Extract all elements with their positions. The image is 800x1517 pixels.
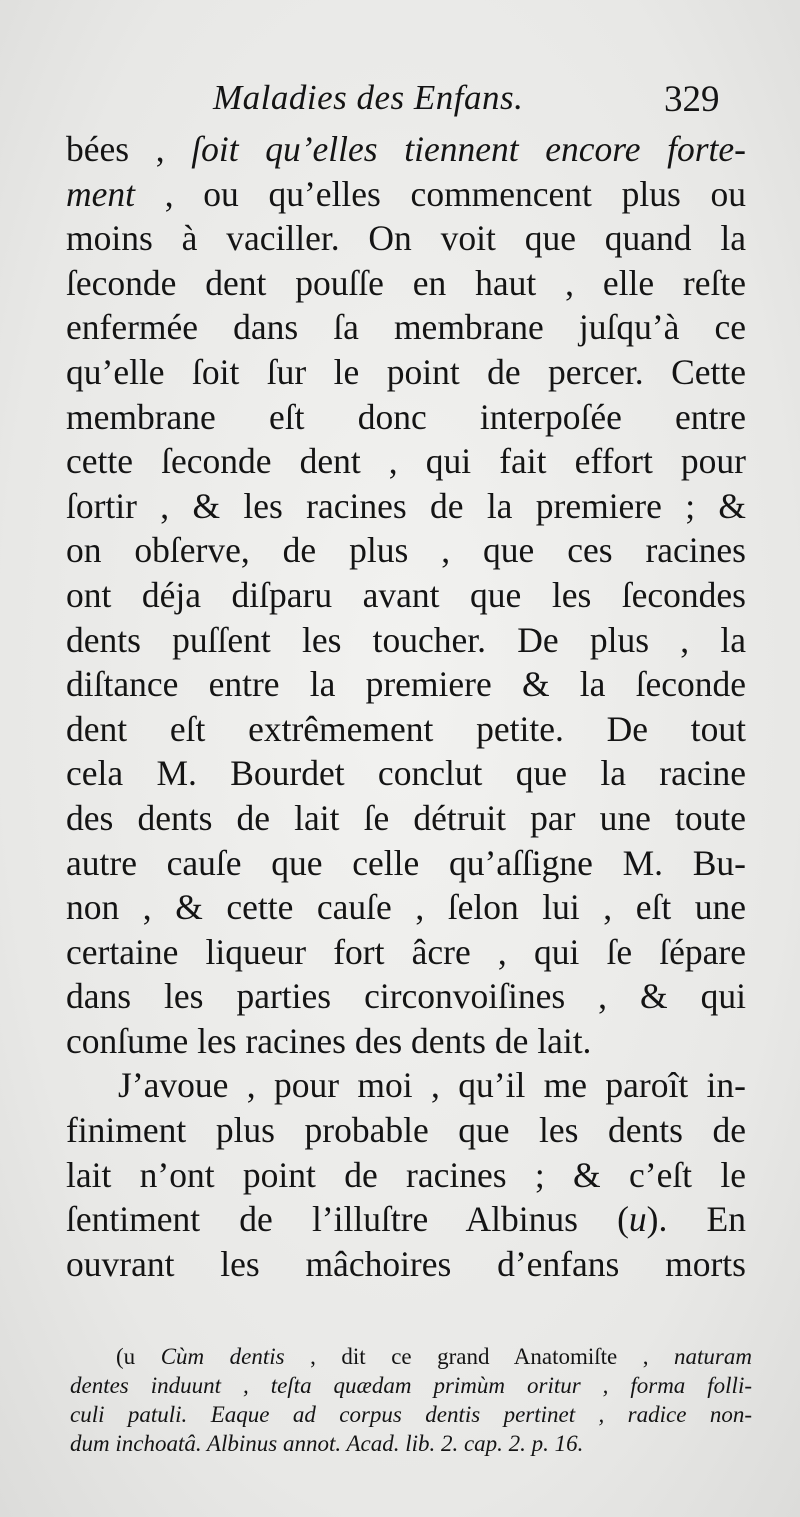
italic-text: Cùm dentis [160,1344,285,1369]
italic-text: ment [66,173,136,214]
footnote-line [70,1400,752,1429]
footnote-line [70,1371,752,1400]
body-text [66,127,746,1286]
italic-text: ſoit qu’elles tiennent encore forte- [191,129,746,169]
text-line [66,1153,746,1198]
text-segment: ). En [646,1199,746,1240]
text-segment: lait n’ont point de racines ; & c’eſt le [66,1154,746,1195]
text-segment: ſortir , & les racines de la premiere ; & [66,485,746,526]
text-line [66,751,746,796]
text-line [66,796,746,841]
text-line [66,885,746,930]
italic-text: dum inchoatâ. Albinus annot. Acad. lib. 2. cap. 2. p. 16. [70,1431,584,1456]
text-segment: autre cauſe que celle qu’aſſigne M. Bu- [66,842,746,883]
text-segment: certaine liqueur fort âcre , qui ſe ſépare [66,931,746,972]
text-line [66,841,746,886]
text-segment: des dents de lait ſe détruit par une toute [66,797,746,838]
text-segment: J’avoue , pour moi , qu’il me paroît in- [118,1065,746,1106]
text-segment: qu’elle ſoit ſur le point de percer. Cette [66,351,746,392]
text-line [66,1242,746,1287]
text-line [66,1108,746,1153]
text-line [66,662,746,707]
text-line [66,395,746,440]
page-header [0,78,800,128]
italic-text: u [628,1199,647,1240]
italic-text: naturam [674,1344,752,1369]
text-segment: non , & cette cauſe , ſelon lui , eſt une [66,887,746,928]
text-segment: ouvrant les mâchoires d’enfans morts [66,1243,746,1284]
text-line [66,930,746,975]
text-segment: dents puſſent les toucher. De plus , la [66,619,746,660]
text-segment: finiment plus probable que les dents de [66,1110,746,1151]
text-line [66,1019,746,1064]
text-segment: ont déja diſparu avant que les ſecondes [66,574,746,615]
text-segment: dans les parties circonvoiſines , & qui [66,976,746,1017]
text-segment: diſtance entre la premiere & la ſeconde [66,664,746,705]
text-line [66,573,746,618]
italic-text: culi patuli. Eaque ad corpus dentis pertinet , radice non- [70,1402,752,1427]
text-segment: enfermée dans ſa membrane juſqu’à ce [66,307,746,348]
footnote-line [70,1342,752,1371]
text-line [66,618,746,663]
text-line [66,127,746,172]
text-segment: , ou qu’elles commencent plus ou [135,173,746,214]
italic-text: dentes induunt , teſta quædam primùm oritur , forma folli- [70,1373,752,1398]
text-segment: on obſerve, de plus , que ces racines [66,530,746,571]
text-line [66,484,746,529]
page-number: 329 [664,79,720,120]
text-segment: ſentiment de l’illuſtre Albinus ( [66,1199,629,1240]
text-line [66,1063,746,1108]
text-segment: cette ſeconde dent , qui fait effort pour [66,441,746,482]
text-segment: ſeconde dent pouſſe en haut , elle reſte [66,262,746,303]
text-line [66,528,746,573]
text-line [66,439,746,484]
running-title: Maladies des Enfans. [213,78,524,117]
text-line [66,172,746,217]
text-segment: conſume les racines des dents de lait. [66,1020,592,1061]
text-line [66,974,746,1019]
text-segment: , dit ce grand Anatomiſte , [284,1344,675,1369]
text-segment: membrane eſt donc interpoſée entre [66,396,746,437]
footnote-line [70,1429,752,1458]
text-segment: dent eſt extrêmement petite. De tout [66,708,746,749]
text-line [66,1197,746,1242]
text-segment: (u [116,1344,161,1369]
text-line [66,216,746,261]
text-segment: cela M. Bourdet conclut que la racine [66,753,746,794]
text-segment: bées , [66,129,192,169]
text-segment: moins à vaciller. On voit que quand la [66,218,746,259]
footnote [70,1342,752,1458]
text-line [66,350,746,395]
text-line [66,305,746,350]
text-line [66,707,746,752]
text-line [66,261,746,306]
